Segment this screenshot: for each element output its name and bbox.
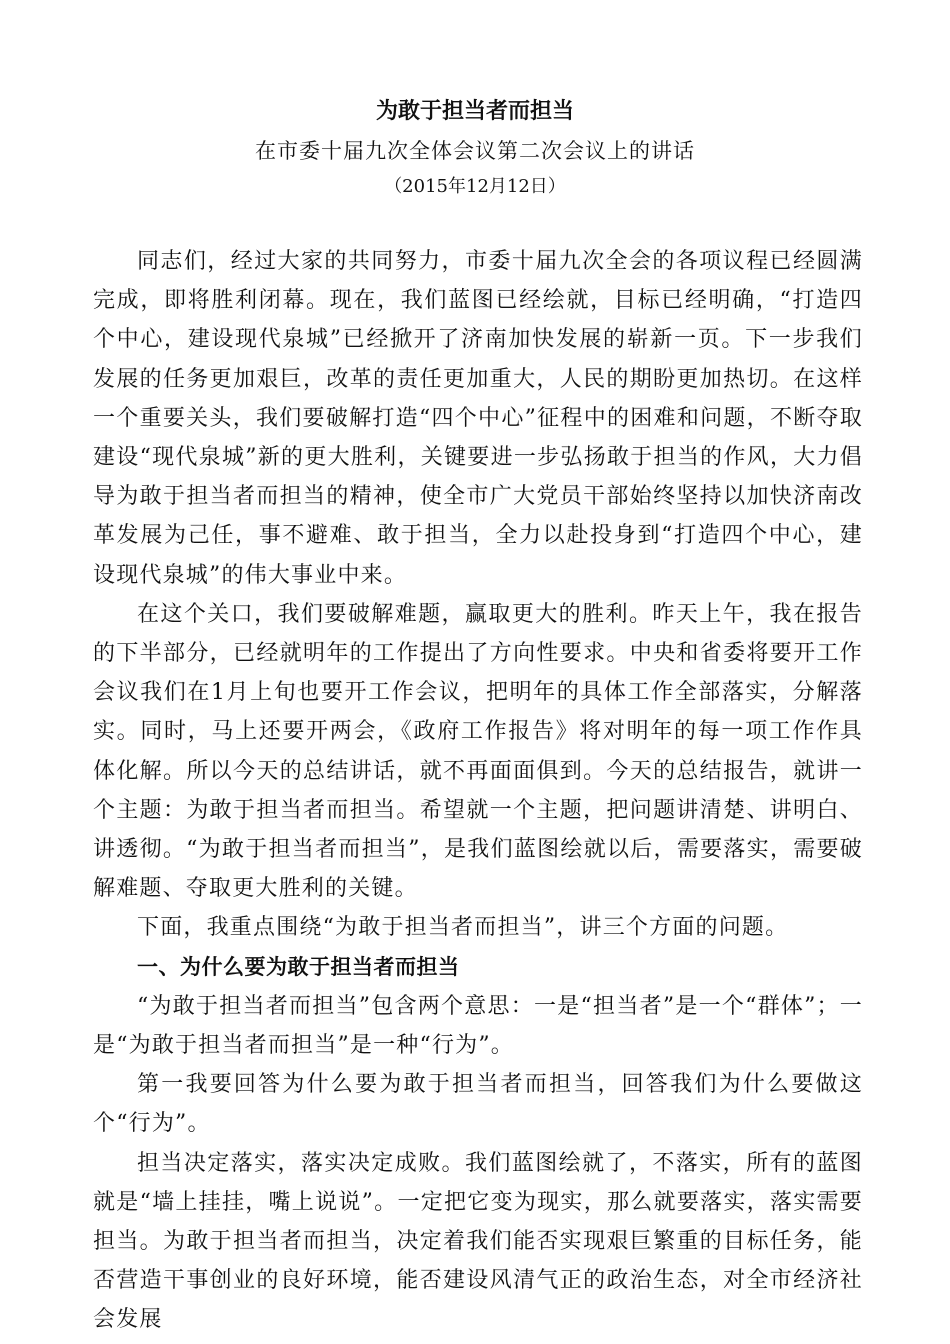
- document-date: （2015年12月12日）: [384, 176, 566, 197]
- paragraph-two-meanings: “为敢于担当者而担当”包含两个意思：一是“担当者”是一个“群体”；一是“为敢于担当者而担当”是一种“行为”。: [93, 993, 863, 1059]
- paragraph-first-question: 第一我要回答为什么要为敢于担当者而担当，回答我们为什么要做这个“行为”。: [93, 1072, 863, 1137]
- document-title: 为敢于担当者而担当: [375, 99, 574, 124]
- paragraph-opening: 同志们，经过大家的共同努力，市委十届九次全会的各项议程已经圆满完成，即将胜利闭幕。现在，我们蓝图已经绘就，目标已经明确，“打造四个中心，建设现代泉城”已经掀开了济南加快发展的崭新一页。下一步我们发展的任务更加艰巨，改革的责任更加重大，人民的期盼更加热切。在这样一个重要关头，我们要破解打造“四个中心”征程中的困难和问题，不断夺取建设“现代泉城”新的更大胜利，关键要进一步弘扬敢于担当的作风，大力倡导为敢于担当者而担当的精神，使全市广大党员干部始终坚持以加快济南改革发展为己任，事不避难、敢于担当，全力以赴投身到“打造四个中心，建设现代泉城”的伟大事业中来。: [93, 249, 863, 588]
- paragraph-responsibility: 担当决定落实，落实决定成败。我们蓝图绘就了，不落实，所有的蓝图就是“墙上挂挂，嘴上说说”。一定把它变为现实，那么就要落实，落实需要担当。为敢于担当者而担当，决定着我们能否实现艰巨繁重的目标任务，能否营造干事创业的良好环境，能否建设风清气正的政治生态，对全市经济社会发展: [93, 1150, 863, 1333]
- document-subtitle: 在市委十届九次全体会议第二次会议上的讲话: [255, 139, 695, 163]
- document-body: [93, 242, 863, 1340]
- paragraph-key-juncture: 在这个关口，我们要破解难题，赢取更大的胜利。昨天上午，我在报告的下半部分，已经就明年的工作提出了方向性要求。中央和省委将要开工作会议我们在1月上旬也要开工作会议，把明年的具体工作全部落实，分解落实。同时，马上还要开两会，《政府工作报告》将对明年的每一项工作作具体化解。所以今天的总结讲话，就不再面面俱到。今天的总结报告，就讲一个主题：为敢于担当者而担当。希望就一个主题，把问题讲清楚、讲明白、讲透彻。“为敢于担当者而担当”，是我们蓝图绘就以后，需要落实，需要破解难题、夺取更大胜利的关键。: [93, 601, 863, 902]
- section-heading-1: 一、为什么要为敢于担当者而担当: [137, 954, 460, 979]
- paragraph-three-aspects: 下面，我重点围绕“为敢于担当者而担当”，讲三个方面的问题。: [137, 915, 789, 941]
